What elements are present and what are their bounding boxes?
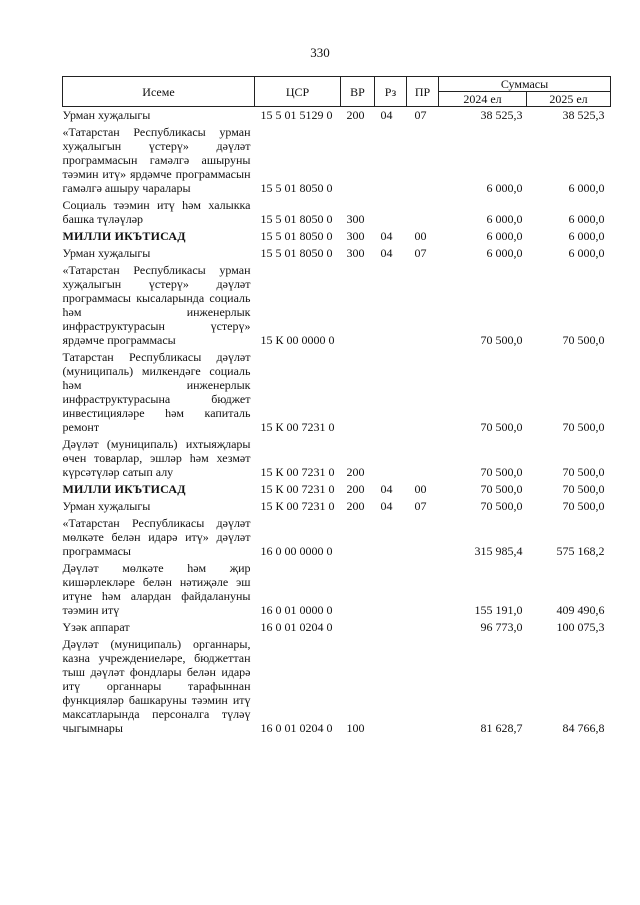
row-rz: 04: [380, 482, 393, 496]
row-csr: 15 5 01 8050 0: [260, 246, 333, 260]
row-vr: [341, 560, 375, 619]
row-csr: 16 0 01 0204 0: [260, 721, 333, 735]
row-name: МИЛЛИ ИКЪТИСАД: [62, 229, 186, 243]
table-row: [63, 228, 611, 245]
row-amount-2025: 70 500,0: [562, 420, 605, 434]
row-amount-2025: 6 000,0: [568, 246, 605, 260]
row-amount-2025: 38 525,3: [562, 108, 605, 122]
row-vr: 200: [346, 465, 365, 479]
table-row: [63, 619, 611, 636]
table-row: [63, 197, 611, 228]
table-row: [63, 436, 611, 481]
row-csr: 16 0 01 0000 0: [260, 603, 333, 617]
row-name: «Татарстан Республикасы дәүләт мөлкәте белән идарә итү» дәүләт программасы: [62, 516, 251, 558]
budget-table: [62, 76, 611, 737]
page-number: 330: [310, 45, 330, 60]
row-name: «Татарстан Республикасы урман хуҗалыгын үстерү» дәүләт программасын гамәлгә ашыруны тәэмин итү» ярдәмче программасын гамәлгә ашыру чаралары: [62, 125, 251, 195]
row-name: Урман хуҗалыгы: [62, 246, 151, 260]
row-amount-2024: 96 773,0: [480, 620, 523, 634]
row-vr: [341, 619, 375, 636]
row-csr: 15 К 00 7231 0: [260, 482, 335, 496]
row-amount-2025: 70 500,0: [562, 499, 605, 513]
row-name: Татарстан Республикасы дәүләт (муниципаль) милкендәге социаль һәм инженерлык инфраструктурасына бюджет инвестицияләре һәм капиталь ремонт: [62, 350, 251, 434]
table-body: [63, 107, 611, 738]
row-vr: [341, 124, 375, 197]
row-csr: 16 0 01 0204 0: [260, 620, 333, 634]
row-amount-2024: 6 000,0: [486, 181, 523, 195]
row-vr: 200: [346, 482, 365, 496]
row-rz: [375, 124, 407, 197]
row-amount-2024: 6 000,0: [486, 212, 523, 226]
row-rz: [375, 349, 407, 436]
row-amount-2025: 84 766,8: [562, 721, 605, 735]
row-name: Социаль тәэмин итү һәм халыкка башка түләүләр: [62, 198, 251, 226]
row-pr: [407, 197, 439, 228]
row-rz: [375, 436, 407, 481]
header-pr: ПР: [407, 77, 439, 107]
table-row: [63, 560, 611, 619]
header-name: Исеме: [63, 77, 255, 107]
row-pr: [407, 619, 439, 636]
row-csr: 15 5 01 8050 0: [260, 212, 333, 226]
row-csr: 15 5 01 8050 0: [260, 181, 333, 195]
row-amount-2024: 70 500,0: [480, 420, 523, 434]
row-name: МИЛЛИ ИКЪТИСАД: [62, 482, 186, 496]
row-vr: 300: [346, 212, 365, 226]
header-year-2024: 2024 ел: [439, 92, 527, 107]
row-rz: [375, 619, 407, 636]
row-name: Дәүләт мөлкәте һәм җир кишәрлекләре белән нәтиҗәле эш итүне һәм алардан файдалануны тәэмин итү: [62, 561, 251, 617]
row-rz: 04: [380, 499, 393, 513]
row-pr: [407, 349, 439, 436]
row-csr: 16 0 00 0000 0: [260, 544, 333, 558]
row-amount-2025: 575 168,2: [556, 544, 605, 558]
header-year-2025: 2025 ел: [527, 92, 611, 107]
row-amount-2025: 70 500,0: [562, 333, 605, 347]
row-vr: 200: [346, 499, 365, 513]
table-row: [63, 636, 611, 737]
row-pr: 00: [414, 229, 427, 243]
row-vr: 200: [346, 108, 365, 122]
row-csr: 15 5 01 5129 0: [260, 108, 333, 122]
row-vr: [341, 262, 375, 349]
row-amount-2025: 70 500,0: [562, 465, 605, 479]
row-pr: [407, 560, 439, 619]
row-vr: [341, 515, 375, 560]
row-amount-2024: 70 500,0: [480, 499, 523, 513]
row-pr: 07: [414, 108, 427, 122]
row-csr: 15 5 01 8050 0: [260, 229, 333, 243]
row-name: Дәүләт (муниципаль) органнары, казна учреждениеләре, бюджеттан тыш дәүләт фондлары белән идарә итү органнары тарафыннан функцияләр башкаруны тәэмин итү максатларында персоналга түләү чыгымнары: [62, 637, 251, 735]
row-pr: [407, 124, 439, 197]
row-rz: 04: [380, 108, 393, 122]
row-rz: [375, 636, 407, 737]
row-vr: 100: [346, 721, 365, 735]
row-pr: [407, 515, 439, 560]
row-amount-2025: 70 500,0: [562, 482, 605, 496]
row-rz: 04: [380, 246, 393, 260]
row-pr: [407, 436, 439, 481]
row-amount-2025: 409 490,6: [556, 603, 605, 617]
row-amount-2025: 6 000,0: [568, 229, 605, 243]
row-pr: [407, 262, 439, 349]
row-amount-2024: 6 000,0: [486, 229, 523, 243]
row-amount-2024: 6 000,0: [486, 246, 523, 260]
row-amount-2024: 315 985,4: [474, 544, 523, 558]
row-rz: 04: [380, 229, 393, 243]
table-row: [63, 515, 611, 560]
row-vr: 300: [346, 229, 365, 243]
row-csr: 15 К 00 0000 0: [260, 333, 335, 347]
row-amount-2025: 100 075,3: [556, 620, 605, 634]
header-rz: Рз: [375, 77, 407, 107]
row-amount-2025: 6 000,0: [568, 181, 605, 195]
row-name: Урман хуҗалыгы: [62, 108, 151, 122]
row-vr: [341, 349, 375, 436]
table-row: [63, 481, 611, 498]
row-rz: [375, 515, 407, 560]
row-amount-2025: 6 000,0: [568, 212, 605, 226]
row-name: «Татарстан Республикасы урман хуҗалыгын үстерү» дәүләт программасы кысаларында социаль һәм инженерлык инфраструктурасын үстерү» ярдәмче программасы: [62, 263, 251, 347]
table-row: [63, 262, 611, 349]
table-row: [63, 349, 611, 436]
row-rz: [375, 560, 407, 619]
row-name: Урман хуҗалыгы: [62, 499, 151, 513]
row-csr: 15 К 00 7231 0: [260, 465, 335, 479]
row-amount-2024: 70 500,0: [480, 333, 523, 347]
row-name: Үзәк аппарат: [62, 620, 130, 634]
row-pr: [407, 636, 439, 737]
row-rz: [375, 262, 407, 349]
header-sums: Суммасы: [439, 77, 611, 92]
table-row: [63, 498, 611, 515]
row-amount-2024: 70 500,0: [480, 465, 523, 479]
row-vr: 300: [346, 246, 365, 260]
row-amount-2024: 70 500,0: [480, 482, 523, 496]
header-vr: ВР: [341, 77, 375, 107]
row-csr: 15 К 00 7231 0: [260, 499, 335, 513]
row-name: Дәүләт (муниципаль) ихтыяҗлары өчен товарлар, эшләр һәм хезмәт күрсәтүләр сатып алу: [62, 437, 251, 479]
row-amount-2024: 81 628,7: [480, 721, 523, 735]
table-row: [63, 124, 611, 197]
row-amount-2024: 155 191,0: [474, 603, 523, 617]
header-csr: ЦСР: [255, 77, 341, 107]
row-csr: 15 К 00 7231 0: [260, 420, 335, 434]
row-amount-2024: 38 525,3: [480, 108, 523, 122]
table-row: [63, 107, 611, 125]
table-header: [63, 77, 611, 107]
table-row: [63, 245, 611, 262]
row-pr: 00: [414, 482, 427, 496]
row-pr: 07: [414, 499, 427, 513]
row-rz: [375, 197, 407, 228]
row-pr: 07: [414, 246, 427, 260]
